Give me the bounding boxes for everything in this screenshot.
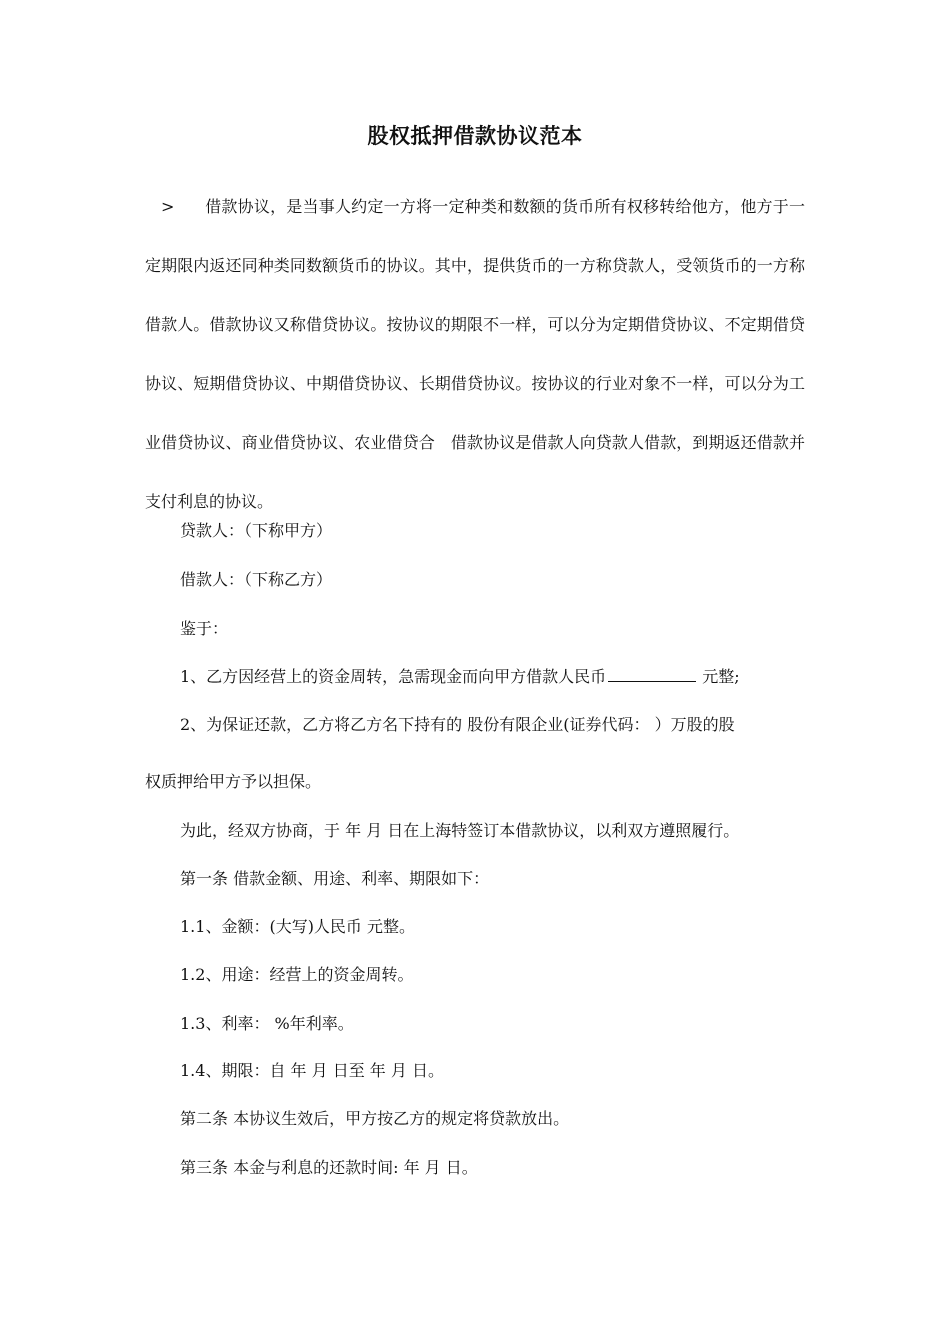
borrower-line: 借款人：（下称乙方） xyxy=(180,570,333,589)
therefore-line: 为此，经双方协商，于 年 月 日在上海特签订本借款协议，以利双方遵照履行。 xyxy=(180,821,740,840)
amount-blank xyxy=(608,667,696,682)
item-1-line xyxy=(180,664,740,687)
article-3: 第三条 本金与利息的还款时间: 年 月 日。 xyxy=(180,1158,478,1177)
item-1-text: 1、乙方因经营上的资金周转，急需现金而向甲方借款人民币 xyxy=(180,667,607,686)
article-1-2: 1.2、用途：经营上的资金周转。 xyxy=(180,965,414,984)
article-1-heading: 第一条 借款金额、用途、利率、期限如下： xyxy=(180,869,490,888)
article-1-4: 1.4、期限：自 年 月 日至 年 月 日。 xyxy=(180,1061,444,1080)
document-title: 股权抵押借款协议范本 xyxy=(367,123,583,148)
intro-text: 借款协议，是当事人约定一方将一定种类和数额的货币所有权移转给他方，他方于一定期限内返还同种类同数额货币的协议。其中，提供货币的一方称贷款人，受领货币的一方称借款人。借款协议又称借贷协议。按协议的期限不一样，可以分为定期借贷协议、不定期借贷协议、短期借贷协议、中期借贷协议、长期借贷协议。按协议的行业对象不一样，可以分为工业借贷协议、商业借贷协议、农业借贷合 借款协议是借款人向贷款人借款，到期返还借款并支付利息的协议。 xyxy=(145,197,805,511)
whereas-line: 鉴于： xyxy=(180,619,229,638)
article-1-1: 1.1、金额：(大写)人民币 元整。 xyxy=(180,917,416,936)
item-1-suffix: 元整; xyxy=(702,667,740,686)
item-2-line: 2、为保证还款，乙方将乙方名下持有的 股份有限企业(证券代码： ）万股的股 xyxy=(180,715,735,734)
article-2: 第二条 本协议生效后，甲方按乙方的规定将贷款放出。 xyxy=(180,1109,570,1128)
intro-paragraph xyxy=(145,177,805,531)
item-2-continuation: 权质押给甲方予以担保。 xyxy=(145,772,322,791)
article-1-3: 1.3、利率： %年利率。 xyxy=(180,1014,354,1033)
bullet-arrow-icon: > xyxy=(161,197,175,216)
lender-line: 贷款人：（下称甲方） xyxy=(180,521,333,540)
